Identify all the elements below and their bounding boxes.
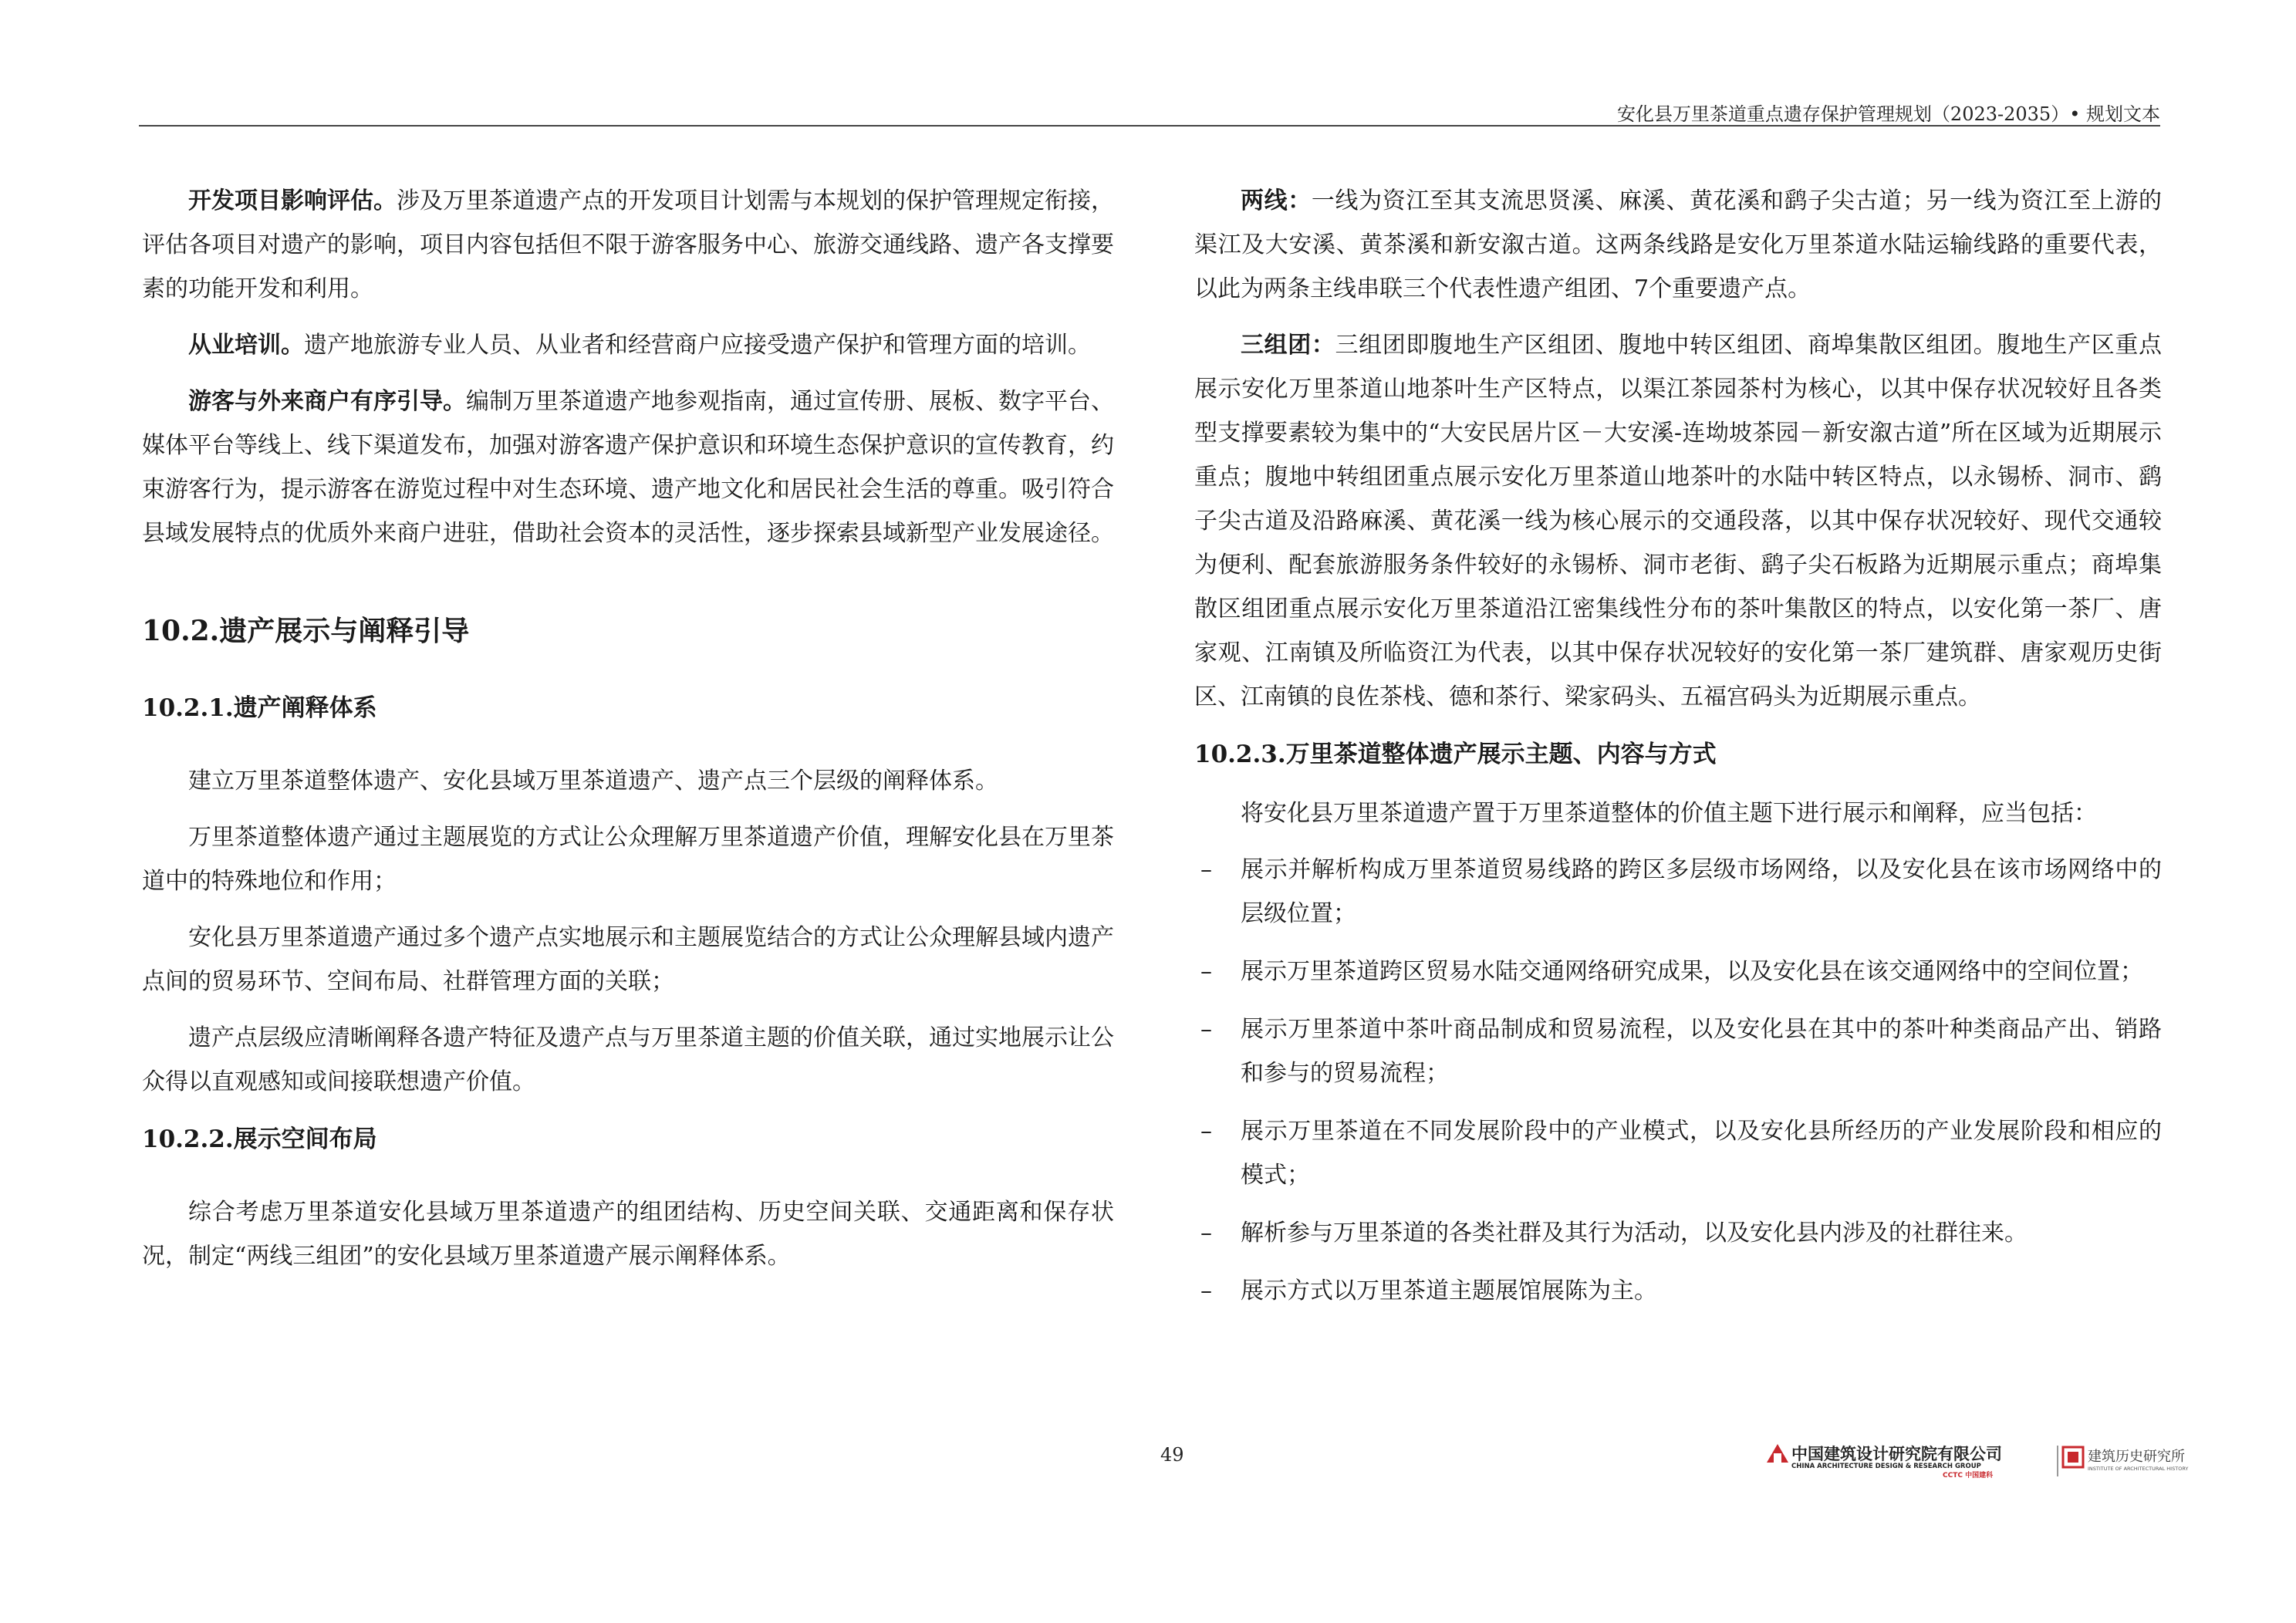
list-item bbox=[1194, 950, 2162, 994]
paragraph-training bbox=[142, 323, 1114, 367]
bullet-list bbox=[1194, 848, 2162, 1313]
paragraph-system-1: 建立万里茶道整体遗产、安化县域万里茶道遗产、遗产点三个层级的阐释体系。 bbox=[188, 768, 998, 795]
paragraph-lead: 开发项目影响评估。 bbox=[188, 187, 397, 214]
logo-en-text: CHINA ARCHITECTURE DESIGN & RESEARCH GROUP bbox=[1791, 1463, 1981, 1470]
header-rule bbox=[139, 125, 2160, 127]
bullet-dash: – bbox=[1200, 1220, 1212, 1247]
paragraph-lead: 游客与外来商户有序引导。 bbox=[188, 388, 466, 415]
section-heading-10-2: 10.2.遗产展示与阐释引导 bbox=[142, 615, 470, 647]
paragraph-system-4: 遗产点层级应清晰阐释各遗产特征及遗产点与万里茶道主题的价值关联，通过实地展示让公众得以直观感知或间接联想遗产价值。 bbox=[142, 1024, 1114, 1095]
paragraph-dev-impact bbox=[142, 179, 1114, 311]
paragraph-body: 遗产地旅游专业人员、从业者和经营商户应接受遗产保护和管理方面的培训。 bbox=[304, 332, 1091, 359]
left-column bbox=[142, 179, 1114, 1291]
list-item-text: 解析参与万里茶道的各类社群及其行为活动，以及安化县内涉及的社群往来。 bbox=[1241, 1220, 2028, 1247]
paragraph-body: 涉及万里茶道遗产点的开发项目计划需与本规划的保护管理规定衔接，评估各项目对遗产的影响，项目内容包括但不限于游客服务中心、旅游交通线路、遗产各支撑要素的功能开发和利用。 bbox=[142, 187, 1114, 302]
bullet-dash: – bbox=[1200, 856, 1212, 883]
list-item-text: 展示万里茶道中茶叶商品制成和贸易流程，以及安化县在其中的茶叶种类商品产出、销路和参与的贸易流程； bbox=[1241, 1016, 2162, 1087]
paragraph-intro: 将安化县万里茶道遗产置于万里茶道整体的价值主题下进行展示和阐释，应当包括： bbox=[1241, 800, 2097, 827]
paragraph-body: 一线为资江至其支流思贤溪、麻溪、黄花溪和鹞子尖古道；另一线为资江至上游的渠江及大安溪、黄茶溪和新安溆古道。这两条线路是安化万里茶道水陆运输线路的重要代表，以此为两条主线串联三个代表性遗产组团、7个重要遗产点。 bbox=[1194, 187, 2163, 302]
logo2-cn-text: 建筑历史研究所 bbox=[2088, 1449, 2185, 1465]
bullet-dash: – bbox=[1200, 958, 1212, 985]
list-item-text: 展示万里茶道跨区贸易水陆交通网络研究成果，以及安化县在该交通网络中的空间位置； bbox=[1241, 958, 2143, 985]
list-item bbox=[1194, 1007, 2162, 1095]
list-item bbox=[1194, 848, 2162, 936]
bullet-dash: – bbox=[1200, 1118, 1212, 1145]
list-item-text: 展示万里茶道在不同发展阶段中的产业模式，以及安化县所经历的产业发展阶段和相应的模式； bbox=[1241, 1118, 2162, 1189]
paragraph-lead: 三组团： bbox=[1241, 332, 1335, 359]
bullet-dash: – bbox=[1200, 1016, 1212, 1043]
paragraph-three-groups bbox=[1194, 323, 2162, 719]
paragraph-two-lines bbox=[1194, 179, 2162, 311]
paragraph-body: 三组团即腹地生产区组团、腹地中转区组团、商埠集散区组团。腹地生产区重点展示安化万里茶道山地茶叶生产区特点，以渠江茶园茶村为核心，以其中保存状况较好且各类型支撑要素较为集中的“大安民居片区－大安溪-连坳坡茶园－新安溆古道”所在区域为近期展示重点；腹地中转组团重点展示安化万里茶道山地茶叶的水陆中转区特点，以永锡桥、洞市、鹞子尖古道及沿路麻溪、黄花溪一线为核心展示的交通段落，以其中保存状况较好、现代交通较为便利、配套旅游服务条件较好的永锡桥、洞市老街、鹞子尖石板路为近期展示重点；商埠集散区组团重点展示安化万里茶道沿江密集线性分布的茶叶集散区的特点，以安化第一茶厂、唐家观、江南镇及所临资江为代表，以其中保存状况较好的安化第一茶厂建筑群、唐家观历史街区、江南镇的良佐茶栈、德和茶行、梁家码头、五福宫码头为近期展示重点。 bbox=[1194, 332, 2163, 710]
list-item-text: 展示并解析构成万里茶道贸易线路的跨区多层级市场网络，以及安化县在该市场网络中的层级位置； bbox=[1241, 856, 2162, 927]
institution-logo bbox=[1765, 1442, 2189, 1480]
logo-sub-text: CCTC 中国建科 bbox=[1943, 1472, 1994, 1480]
logo-cn-text: 中国建筑设计研究院有限公司 bbox=[1791, 1445, 2002, 1463]
page-number: 49 bbox=[1160, 1444, 1184, 1466]
list-item-text: 展示方式以万里茶道主题展馆展陈为主。 bbox=[1241, 1277, 1657, 1304]
paragraph-system-2: 万里茶道整体遗产通过主题展览的方式让公众理解万里茶道遗产价值，理解安化县在万里茶道中的特殊地位和作用； bbox=[142, 824, 1114, 895]
bullet-dash: – bbox=[1200, 1277, 1212, 1304]
paragraph-body: 编制万里茶道遗产地参观指南，通过宣传册、展板、数字平台、媒体平台等线上、线下渠道发布，加强对游客遗产保护意识和环境生态保护意识的宣传教育，约束游客行为，提示游客在游览过程中对生态环境、遗产地文化和居民社会生活的尊重。吸引符合县域发展特点的优质外来商户进驻，借助社会资本的灵活性，逐步探索县域新型产业发展途径。 bbox=[142, 388, 1114, 547]
running-header: 安化县万里茶道重点遗存保护管理规划（2023-2035）• 规划文本 bbox=[1616, 103, 2160, 125]
paragraph-layout: 综合考虑万里茶道安化县域万里茶道遗产的组团结构、历史空间关联、交通距离和保存状况，制定“两线三组团”的安化县域万里茶道遗产展示阐释体系。 bbox=[142, 1199, 1114, 1270]
paragraph-lead: 从业培训。 bbox=[188, 332, 304, 359]
subsection-heading-10-2-3: 10.2.3.万里茶道整体遗产展示主题、内容与方式 bbox=[1194, 741, 1717, 768]
list-item bbox=[1194, 1269, 2162, 1313]
list-item bbox=[1194, 1211, 2162, 1255]
logo2-en-text: INSTITUTE OF ARCHITECTURAL HISTORY bbox=[2088, 1466, 2189, 1472]
paragraph-system-3: 安化县万里茶道遗产通过多个遗产点实地展示和主题展览结合的方式让公众理解县域内遗产点间的贸易环节、空间布局、社群管理方面的关联； bbox=[142, 924, 1114, 995]
list-item bbox=[1194, 1109, 2162, 1197]
paragraph-lead: 两线： bbox=[1241, 187, 1312, 214]
subsection-heading-10-2-2: 10.2.2.展示空间布局 bbox=[142, 1125, 377, 1153]
subsection-heading-10-2-1: 10.2.1.遗产阐释体系 bbox=[142, 694, 377, 722]
right-column bbox=[1194, 179, 2162, 1327]
paragraph-visitor-guide bbox=[142, 380, 1114, 555]
